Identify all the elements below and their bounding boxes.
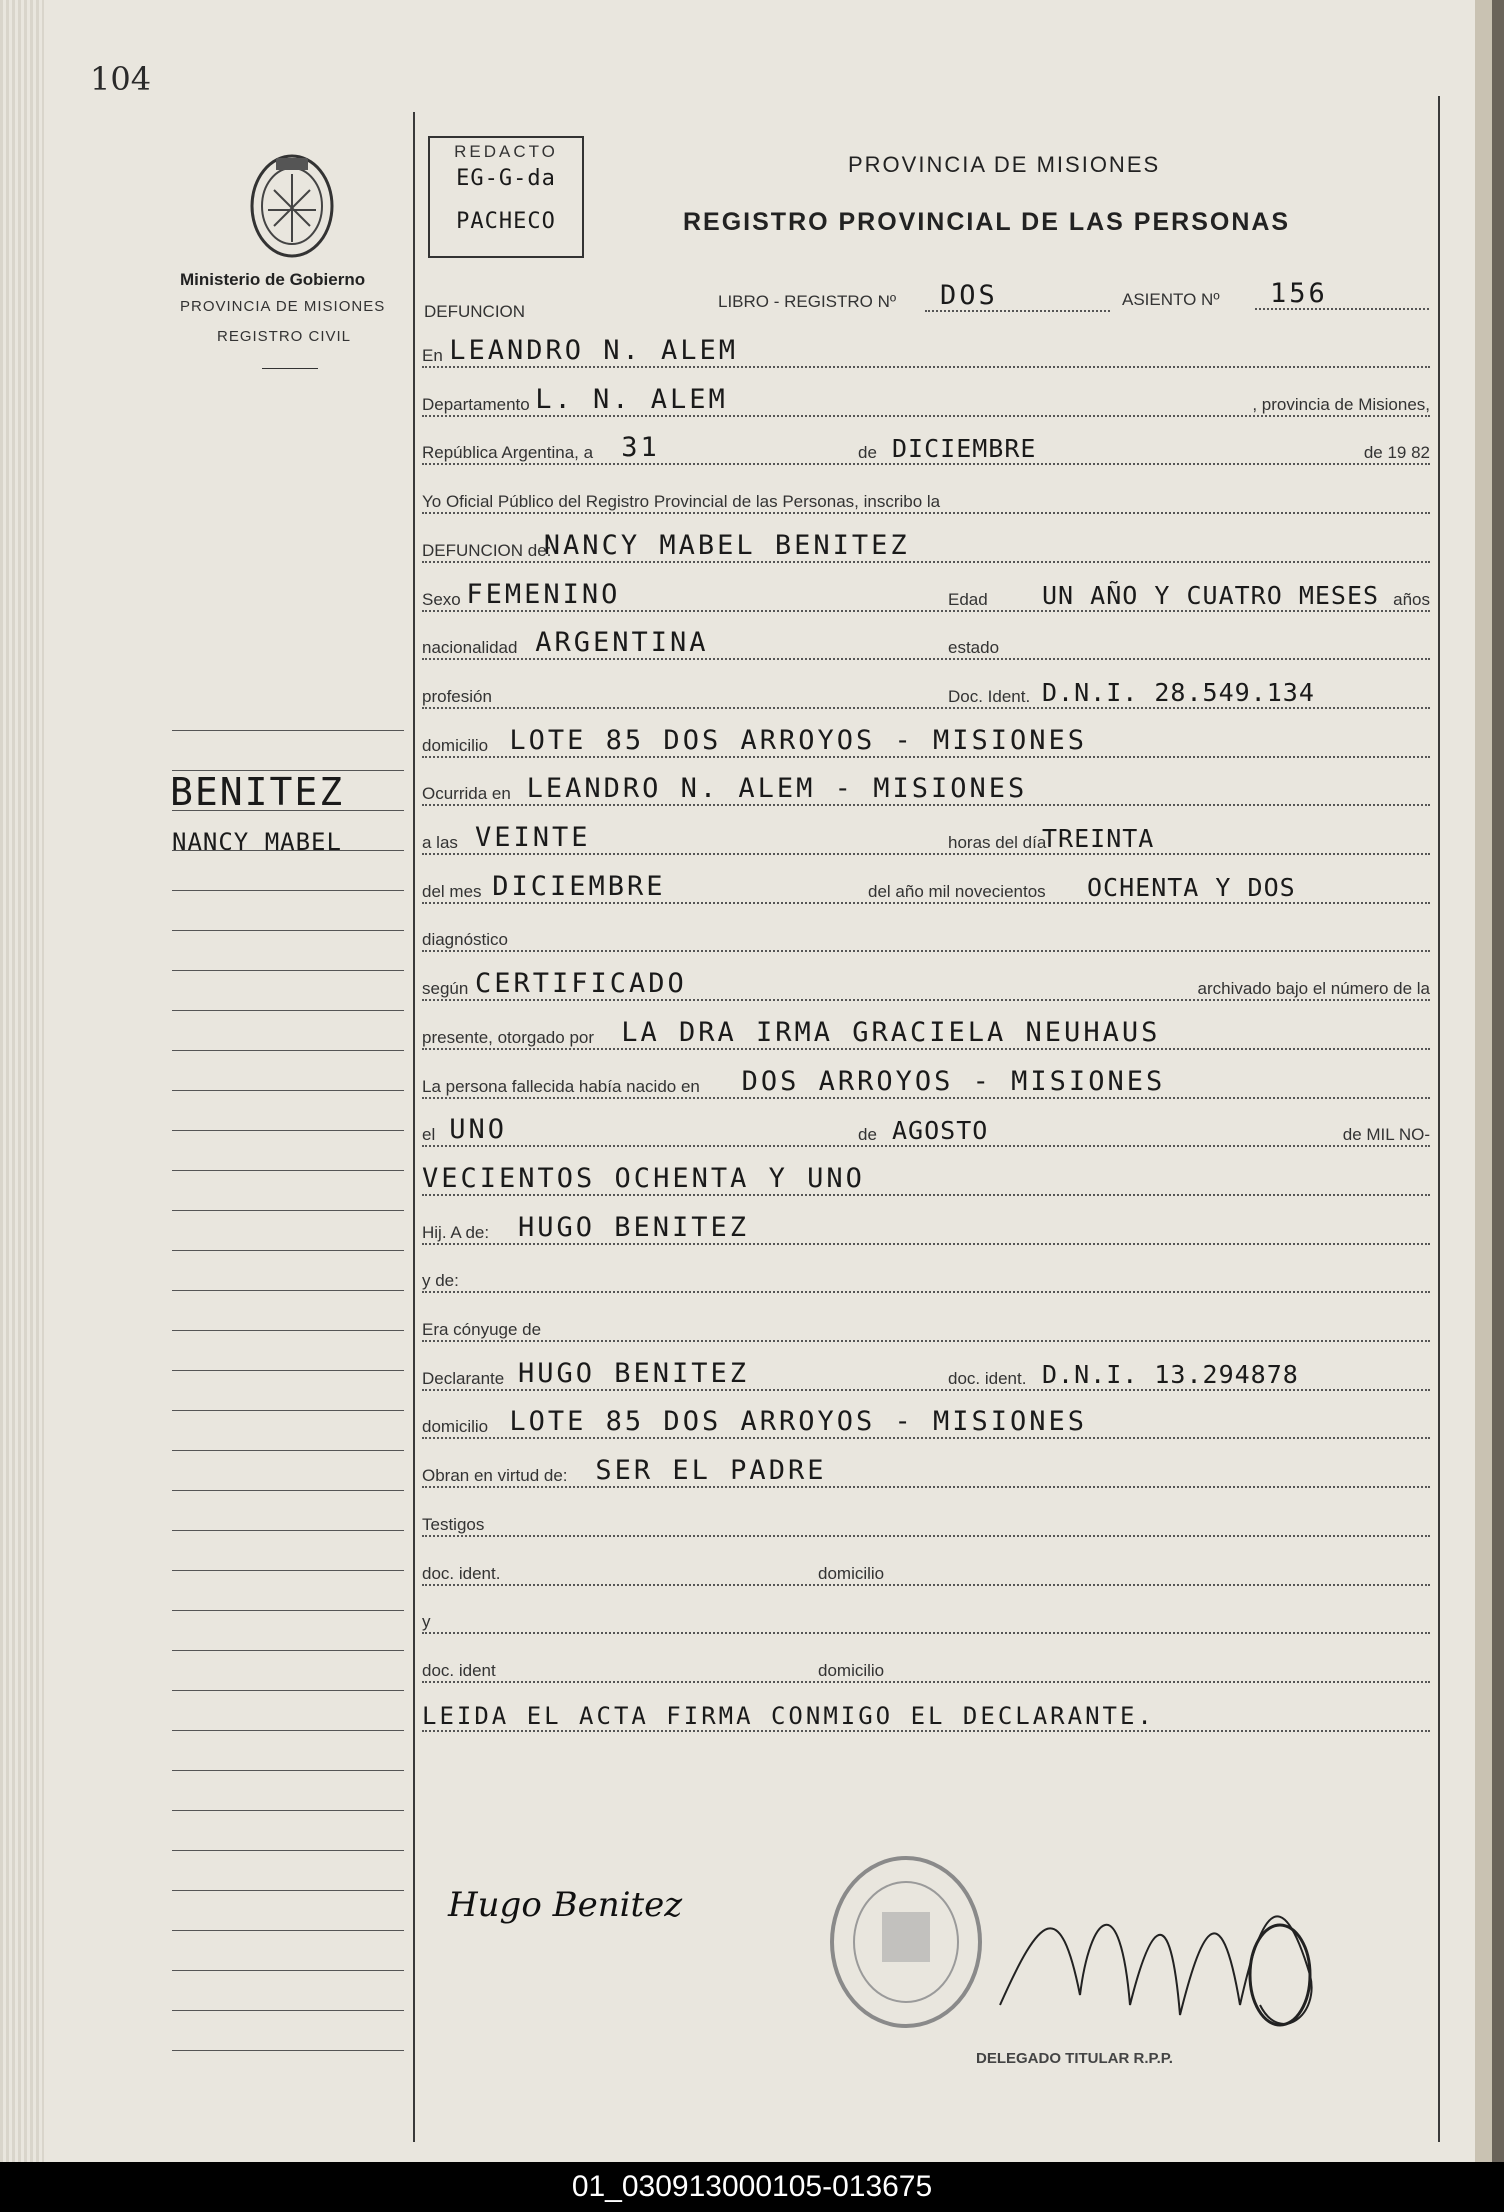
form-row — [422, 1700, 1430, 1736]
field-value: NANCY MABEL BENITEZ — [543, 529, 910, 561]
book-cover-edge — [1492, 0, 1504, 2162]
field-label: DEFUNCION de: — [422, 541, 557, 561]
field-label: Ocurrida en — [422, 784, 517, 804]
form-row — [422, 823, 1430, 859]
margin-rule — [172, 2050, 404, 2051]
margin-rule — [172, 970, 404, 971]
field-label: y — [422, 1612, 437, 1632]
form-row — [422, 677, 1430, 713]
field-value: HUGO BENITEZ — [518, 1357, 750, 1389]
form-row — [422, 1115, 1430, 1151]
field-value: 31 — [621, 432, 660, 464]
header-rule — [262, 368, 318, 369]
form-row — [422, 433, 1430, 469]
registry-seal-icon — [826, 1852, 986, 2032]
margin-rule — [172, 1970, 404, 1971]
form-row — [422, 628, 1430, 664]
field-value: LOTE 85 DOS ARROYOS - MISIONES — [509, 1406, 1088, 1438]
field-label: Declarante — [422, 1369, 510, 1389]
margin-rule — [172, 1890, 404, 1891]
field-label: En — [422, 346, 449, 366]
field-label: Sexo — [422, 590, 467, 610]
field-label-secondary: Edad — [942, 590, 994, 610]
field-label: doc. ident. — [422, 1564, 506, 1584]
margin-rule — [172, 930, 404, 931]
margin-rule — [172, 1130, 404, 1131]
margin-rule — [172, 2010, 404, 2011]
margin-rule — [172, 1330, 404, 1331]
right-border — [1438, 96, 1440, 2142]
libro-value: DOS — [940, 280, 998, 311]
stamp-name: PACHECO — [456, 209, 556, 234]
margin-rule — [172, 1010, 404, 1011]
field-value: VECIENTOS OCHENTA Y UNO — [422, 1162, 865, 1194]
margin-rule — [172, 1370, 404, 1371]
margin-rule — [172, 850, 404, 851]
field-value: LEANDRO N. ALEM - MISIONES — [526, 773, 1028, 805]
field-value: SER EL PADRE — [595, 1455, 827, 1487]
field-label: el — [422, 1125, 441, 1145]
field-value: HUGO BENITEZ — [518, 1211, 750, 1243]
field-value-secondary: D.N.I. 13.294878 — [1042, 1359, 1299, 1389]
form-row — [422, 1067, 1430, 1103]
field-label: domicilio — [422, 736, 494, 756]
margin-rule — [172, 810, 404, 811]
margin-rule — [172, 1770, 404, 1771]
margin-rule — [172, 1450, 404, 1451]
field-value: DICIEMBRE — [492, 870, 666, 902]
libro-label: LIBRO - REGISTRO Nº — [718, 292, 897, 311]
form-row — [422, 872, 1430, 908]
field-label: Testigos — [422, 1515, 490, 1535]
margin-rule — [172, 1650, 404, 1651]
form-row — [422, 1602, 1430, 1638]
form-row — [422, 1407, 1430, 1443]
margin-rule — [172, 1090, 404, 1091]
form-row — [422, 1310, 1430, 1346]
field-value-secondary: UN AÑO Y CUATRO MESES — [1042, 580, 1380, 610]
margin-rule — [172, 770, 404, 771]
form-row — [422, 1651, 1430, 1687]
field-label-secondary: domicilio — [812, 1661, 890, 1681]
margin-rule — [172, 1610, 404, 1611]
ministry-label: Ministerio de Gobierno — [180, 270, 366, 289]
record-type: DEFUNCION — [424, 302, 526, 321]
margin-rule — [172, 1690, 404, 1691]
form-row — [422, 482, 1430, 518]
field-label: profesión — [422, 687, 498, 707]
field-value: CERTIFICADO — [475, 968, 687, 1000]
asiento-value: 156 — [1270, 278, 1328, 309]
field-value: LEIDA EL ACTA FIRMA CONMIGO EL DECLARANTE. — [422, 1701, 1155, 1730]
margin-rule — [172, 1570, 404, 1571]
field-value-secondary: D.N.I. 28.549.134 — [1042, 677, 1315, 707]
field-suffix: archivado bajo el número de la — [1192, 979, 1430, 999]
field-label-secondary: horas del día — [942, 833, 1052, 853]
form-row — [422, 726, 1430, 762]
field-value: FEMENINO — [466, 578, 621, 610]
margin-surname: BENITEZ — [170, 770, 345, 814]
field-value-secondary: AGOSTO — [892, 1116, 989, 1146]
field-suffix: , provincia de Misiones, — [1246, 395, 1430, 415]
field-suffix: años — [1387, 590, 1430, 610]
margin-given-name: NANCY MABEL — [172, 828, 342, 856]
field-value: ARGENTINA — [535, 627, 709, 659]
field-label-secondary: estado — [942, 638, 1005, 658]
form-row — [422, 1018, 1430, 1054]
field-label: nacionalidad — [422, 638, 523, 658]
binding-edge — [0, 0, 44, 2162]
footer-id: 01_030913000105-013675 — [0, 2162, 1504, 2212]
field-label: República Argentina, a — [422, 443, 599, 463]
margin-rule — [172, 890, 404, 891]
margin-rule — [172, 1210, 404, 1211]
field-label: Obran en virtud de: — [422, 1466, 574, 1486]
margin-rule — [172, 1290, 404, 1291]
field-label-secondary: Doc. Ident. — [942, 687, 1036, 707]
margin-rule — [172, 730, 404, 731]
form-row — [422, 580, 1430, 616]
form-row — [422, 1554, 1430, 1590]
field-value: L. N. ALEM — [535, 383, 728, 415]
margin-rule — [172, 1050, 404, 1051]
margin-rule — [172, 1930, 404, 1931]
margin-rule — [172, 1490, 404, 1491]
registry-heading: REGISTRO PROVINCIAL DE LAS PERSONAS — [683, 208, 1291, 236]
stamp-title: REDACTO — [454, 142, 558, 161]
page-number: 104 — [90, 60, 152, 98]
margin-rule — [172, 1810, 404, 1811]
margin-rule — [172, 1170, 404, 1171]
field-value-secondary: DICIEMBRE — [892, 434, 1037, 464]
form-row — [422, 1213, 1430, 1249]
official-signature-icon — [980, 1855, 1340, 2055]
province-label: PROVINCIA DE MISIONES — [180, 298, 386, 315]
field-label: Yo Oficial Público del Registro Provincial de las Personas, inscribo la — [422, 492, 946, 512]
form-row — [422, 1505, 1430, 1541]
margin-rule — [172, 1250, 404, 1251]
drafted-stamp — [428, 136, 584, 258]
form-row — [422, 1164, 1430, 1200]
form-row — [422, 1456, 1430, 1492]
margin-divider — [413, 112, 415, 2142]
field-label: presente, otorgado por — [422, 1028, 600, 1048]
form-row — [422, 1359, 1430, 1395]
coat-of-arms-icon — [246, 150, 338, 262]
form-row — [422, 920, 1430, 956]
form-row — [422, 385, 1430, 421]
field-label-secondary: de — [852, 443, 883, 463]
official-stamp-text: DELEGADO TITULAR R.P.P. — [976, 2050, 1173, 2067]
field-label: y de: — [422, 1271, 465, 1291]
declarant-signature: Hugo Benitez — [448, 1885, 683, 1925]
form-row — [422, 774, 1430, 810]
stamp-code: EG-G-da — [456, 166, 556, 191]
margin-rule — [172, 1850, 404, 1851]
registry-label: REGISTRO CIVIL — [217, 328, 352, 345]
field-label: Hij. A de: — [422, 1223, 495, 1243]
province-heading: PROVINCIA DE MISIONES — [848, 152, 1161, 177]
form-row — [422, 531, 1430, 567]
field-label-secondary: domicilio — [812, 1564, 890, 1584]
margin-rule — [172, 1410, 404, 1411]
field-label: doc. ident — [422, 1661, 502, 1681]
asiento-label: ASIENTO Nº — [1122, 290, 1220, 309]
field-label: diagnóstico — [422, 930, 514, 950]
field-label: del mes — [422, 882, 488, 902]
field-value-secondary: TREINTA — [1042, 824, 1155, 853]
field-label-secondary: del año mil novecientos — [862, 882, 1052, 902]
field-label-secondary: de — [852, 1125, 883, 1145]
field-suffix: de MIL NO- — [1337, 1125, 1430, 1145]
field-label: según — [422, 979, 474, 999]
form-row — [422, 969, 1430, 1005]
margin-rule — [172, 1730, 404, 1731]
field-value-secondary: OCHENTA Y DOS — [1087, 872, 1296, 902]
field-value: DOS ARROYOS - MISIONES — [741, 1065, 1166, 1097]
field-value: VEINTE — [475, 822, 591, 853]
form-row — [422, 1261, 1430, 1297]
field-label: Era cónyuge de — [422, 1320, 547, 1340]
form-row — [422, 336, 1430, 372]
field-value: LEANDRO N. ALEM — [449, 335, 739, 366]
field-value: LOTE 85 DOS ARROYOS - MISIONES — [509, 724, 1088, 756]
field-label: domicilio — [422, 1417, 494, 1437]
field-suffix: de 19 82 — [1358, 443, 1430, 463]
margin-rule — [172, 1530, 404, 1531]
field-label: a las — [422, 833, 464, 853]
field-value: LA DRA IRMA GRACIELA NEUHAUS — [621, 1016, 1161, 1048]
field-label: Departamento — [422, 395, 536, 415]
field-label: La persona fallecida había nacido en — [422, 1077, 706, 1097]
field-label-secondary: doc. ident. — [942, 1369, 1032, 1389]
field-value: UNO — [449, 1114, 507, 1146]
